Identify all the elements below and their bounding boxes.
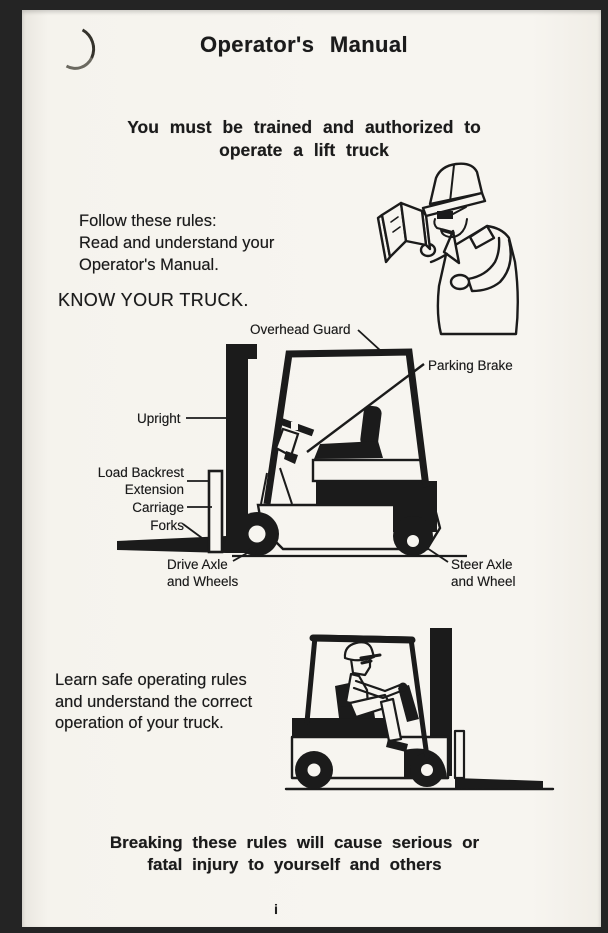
label-forks: Forks [150, 518, 184, 533]
learn-rules-line1: Learn safe operating rules [55, 671, 247, 689]
label-steer-axle [451, 556, 516, 590]
follow-rules-line2: Read and understand your [79, 234, 275, 252]
label-load-backrest-line2: Extension [124, 482, 184, 497]
training-heading-line1: You must be trained and authorized to [127, 117, 481, 137]
learn-rules-line2: and understand the correct [55, 692, 253, 711]
label-overhead-guard: Overhead Guard [250, 322, 351, 337]
label-steer-axle-line2: and Wheel [451, 574, 516, 589]
label-drive-axle-line1: Drive Axle [167, 557, 228, 572]
label-steer-axle-line1: Steer Axle [451, 557, 513, 572]
training-heading [0, 116, 608, 162]
follow-rules-line1: Follow these rules: [79, 212, 217, 230]
label-carriage: Carriage [132, 500, 184, 515]
learn-rules-line3: operation of your truck. [55, 714, 224, 732]
warning-text [22, 832, 567, 875]
warning-line1: Breaking these rules will cause serious or [109, 833, 480, 852]
label-upright: Upright [137, 411, 181, 426]
page-number: i [274, 902, 278, 917]
label-drive-axle [167, 556, 238, 590]
know-your-truck-text: KNOW YOUR TRUCK. [58, 290, 249, 310]
page-title: Operator's Manual [199, 32, 409, 57]
learn-rules-text [55, 670, 252, 735]
label-drive-axle-line2: and Wheels [167, 574, 239, 589]
training-heading-line2: operate a lift truck [219, 140, 389, 160]
label-load-backrest-line1: Load Backrest [97, 465, 184, 480]
label-parking-brake: Parking Brake [428, 358, 513, 373]
warning-line2: fatal injury to yourself and others [147, 854, 442, 874]
follow-rules-line3: Operator's Manual. [79, 256, 219, 274]
follow-rules-text [79, 210, 274, 276]
